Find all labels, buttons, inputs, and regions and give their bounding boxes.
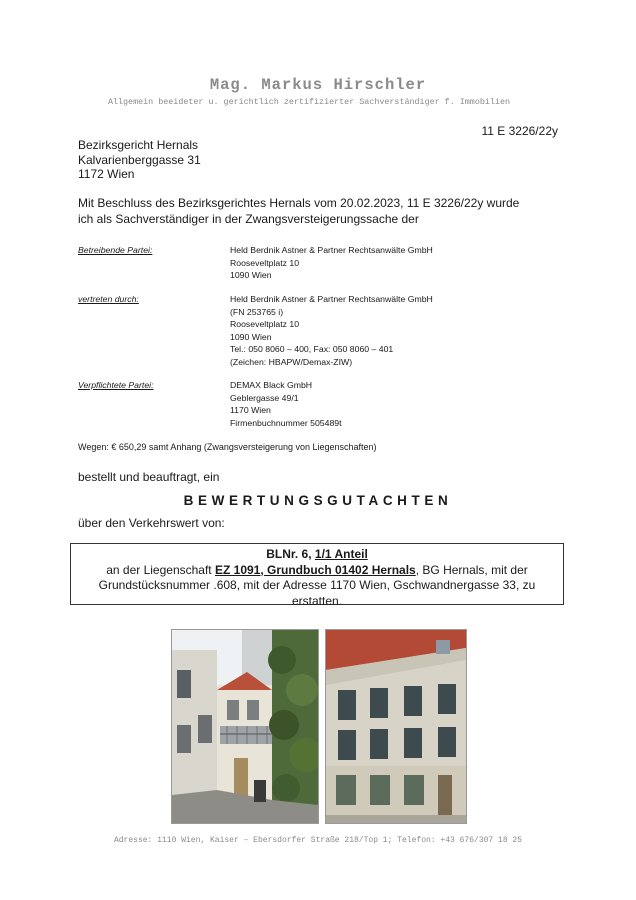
party-line: 1170 Wien	[230, 405, 271, 415]
court-city: 1172 Wien	[78, 167, 135, 181]
party-line: DEMAX Black GmbH	[230, 380, 313, 390]
letterhead-subtitle: Allgemein beeideter u. gerichtlich zertifizierter Sachverständiger f. Immobilien	[107, 97, 511, 107]
footer-address: Adresse: 1110 Wien, Kaiser – Ebersdorfer Straße 218/Top 1; Telefon: +43 676/307 18 25	[113, 836, 523, 845]
property-line-suffix: , BG Hernals, mit der	[415, 562, 528, 577]
document-heading: BEWERTUNGSGUTACHTEN	[183, 493, 453, 508]
party-label: Betreibende Partei:	[78, 245, 153, 255]
court-address	[78, 138, 201, 182]
party-line: Geblergasse 49/1	[230, 392, 299, 403]
property-ez: EZ 1091, Grundbuch 01402 Hernals	[214, 562, 416, 577]
claim-line: Wegen: € 650,29 samt Anhang (Zwangsversteigerung von Liegenschaften)	[78, 442, 377, 452]
court-street: Kalvarienberggasse 31	[78, 152, 201, 167]
party-line: Rooseveltplatz 10	[230, 257, 300, 268]
letterhead-author: Mag. Markus Hirschler	[209, 76, 427, 94]
party-line: 1090 Wien	[230, 331, 272, 342]
intro-line: Mit Beschluss des Bezirksgerichtes Hernals vom 20.02.2023, 11 E 3226/22y wurde	[78, 196, 520, 210]
property-line-prefix: an der Liegenschaft	[106, 562, 215, 577]
party-line: (Zeichen: HBAPW/Demax-ZIW)	[230, 356, 353, 367]
party-line: 1090 Wien	[230, 270, 272, 280]
bl-share: 1/1 Anteil	[314, 547, 368, 561]
subject-intro: über den Verkehrswert von:	[78, 516, 225, 530]
party-label: Verpflichtete Partei:	[78, 380, 154, 390]
property-line: Grundstücksnummer .608, mit der Adresse 1170 Wien, Gschwandnergasse 33, zu	[98, 578, 536, 592]
party-label: vertreten durch:	[78, 294, 139, 304]
intro-paragraph	[78, 196, 568, 227]
party-line: (FN 253765 i)	[230, 306, 284, 317]
property-box	[70, 543, 564, 608]
party-line: Rooseveltplatz 10	[230, 319, 300, 329]
facade-photo	[325, 629, 467, 824]
party-line: Firmenbuchnummer 505489t	[230, 417, 342, 428]
appointment-text: bestellt und beauftragt, ein	[78, 470, 220, 484]
bl-prefix: BLNr. 6,	[266, 547, 315, 561]
party-line: Held Berdnik Astner & Partner Rechtsanwälte GmbH	[230, 294, 433, 304]
case-number: 11 E 3226/22y	[481, 124, 558, 138]
court-name: Bezirksgericht Hernals	[78, 138, 199, 152]
intro-line: ich als Sachverständiger in der Zwangsversteigerungssache der	[78, 211, 419, 226]
party-line: Tel.: 050 8060 – 400, Fax: 050 8060 – 401	[230, 344, 394, 354]
property-line: erstatten.	[291, 593, 343, 608]
courtyard-photo	[171, 629, 319, 824]
party-line: Held Berdnik Astner & Partner Rechtsanwälte GmbH	[230, 245, 433, 255]
